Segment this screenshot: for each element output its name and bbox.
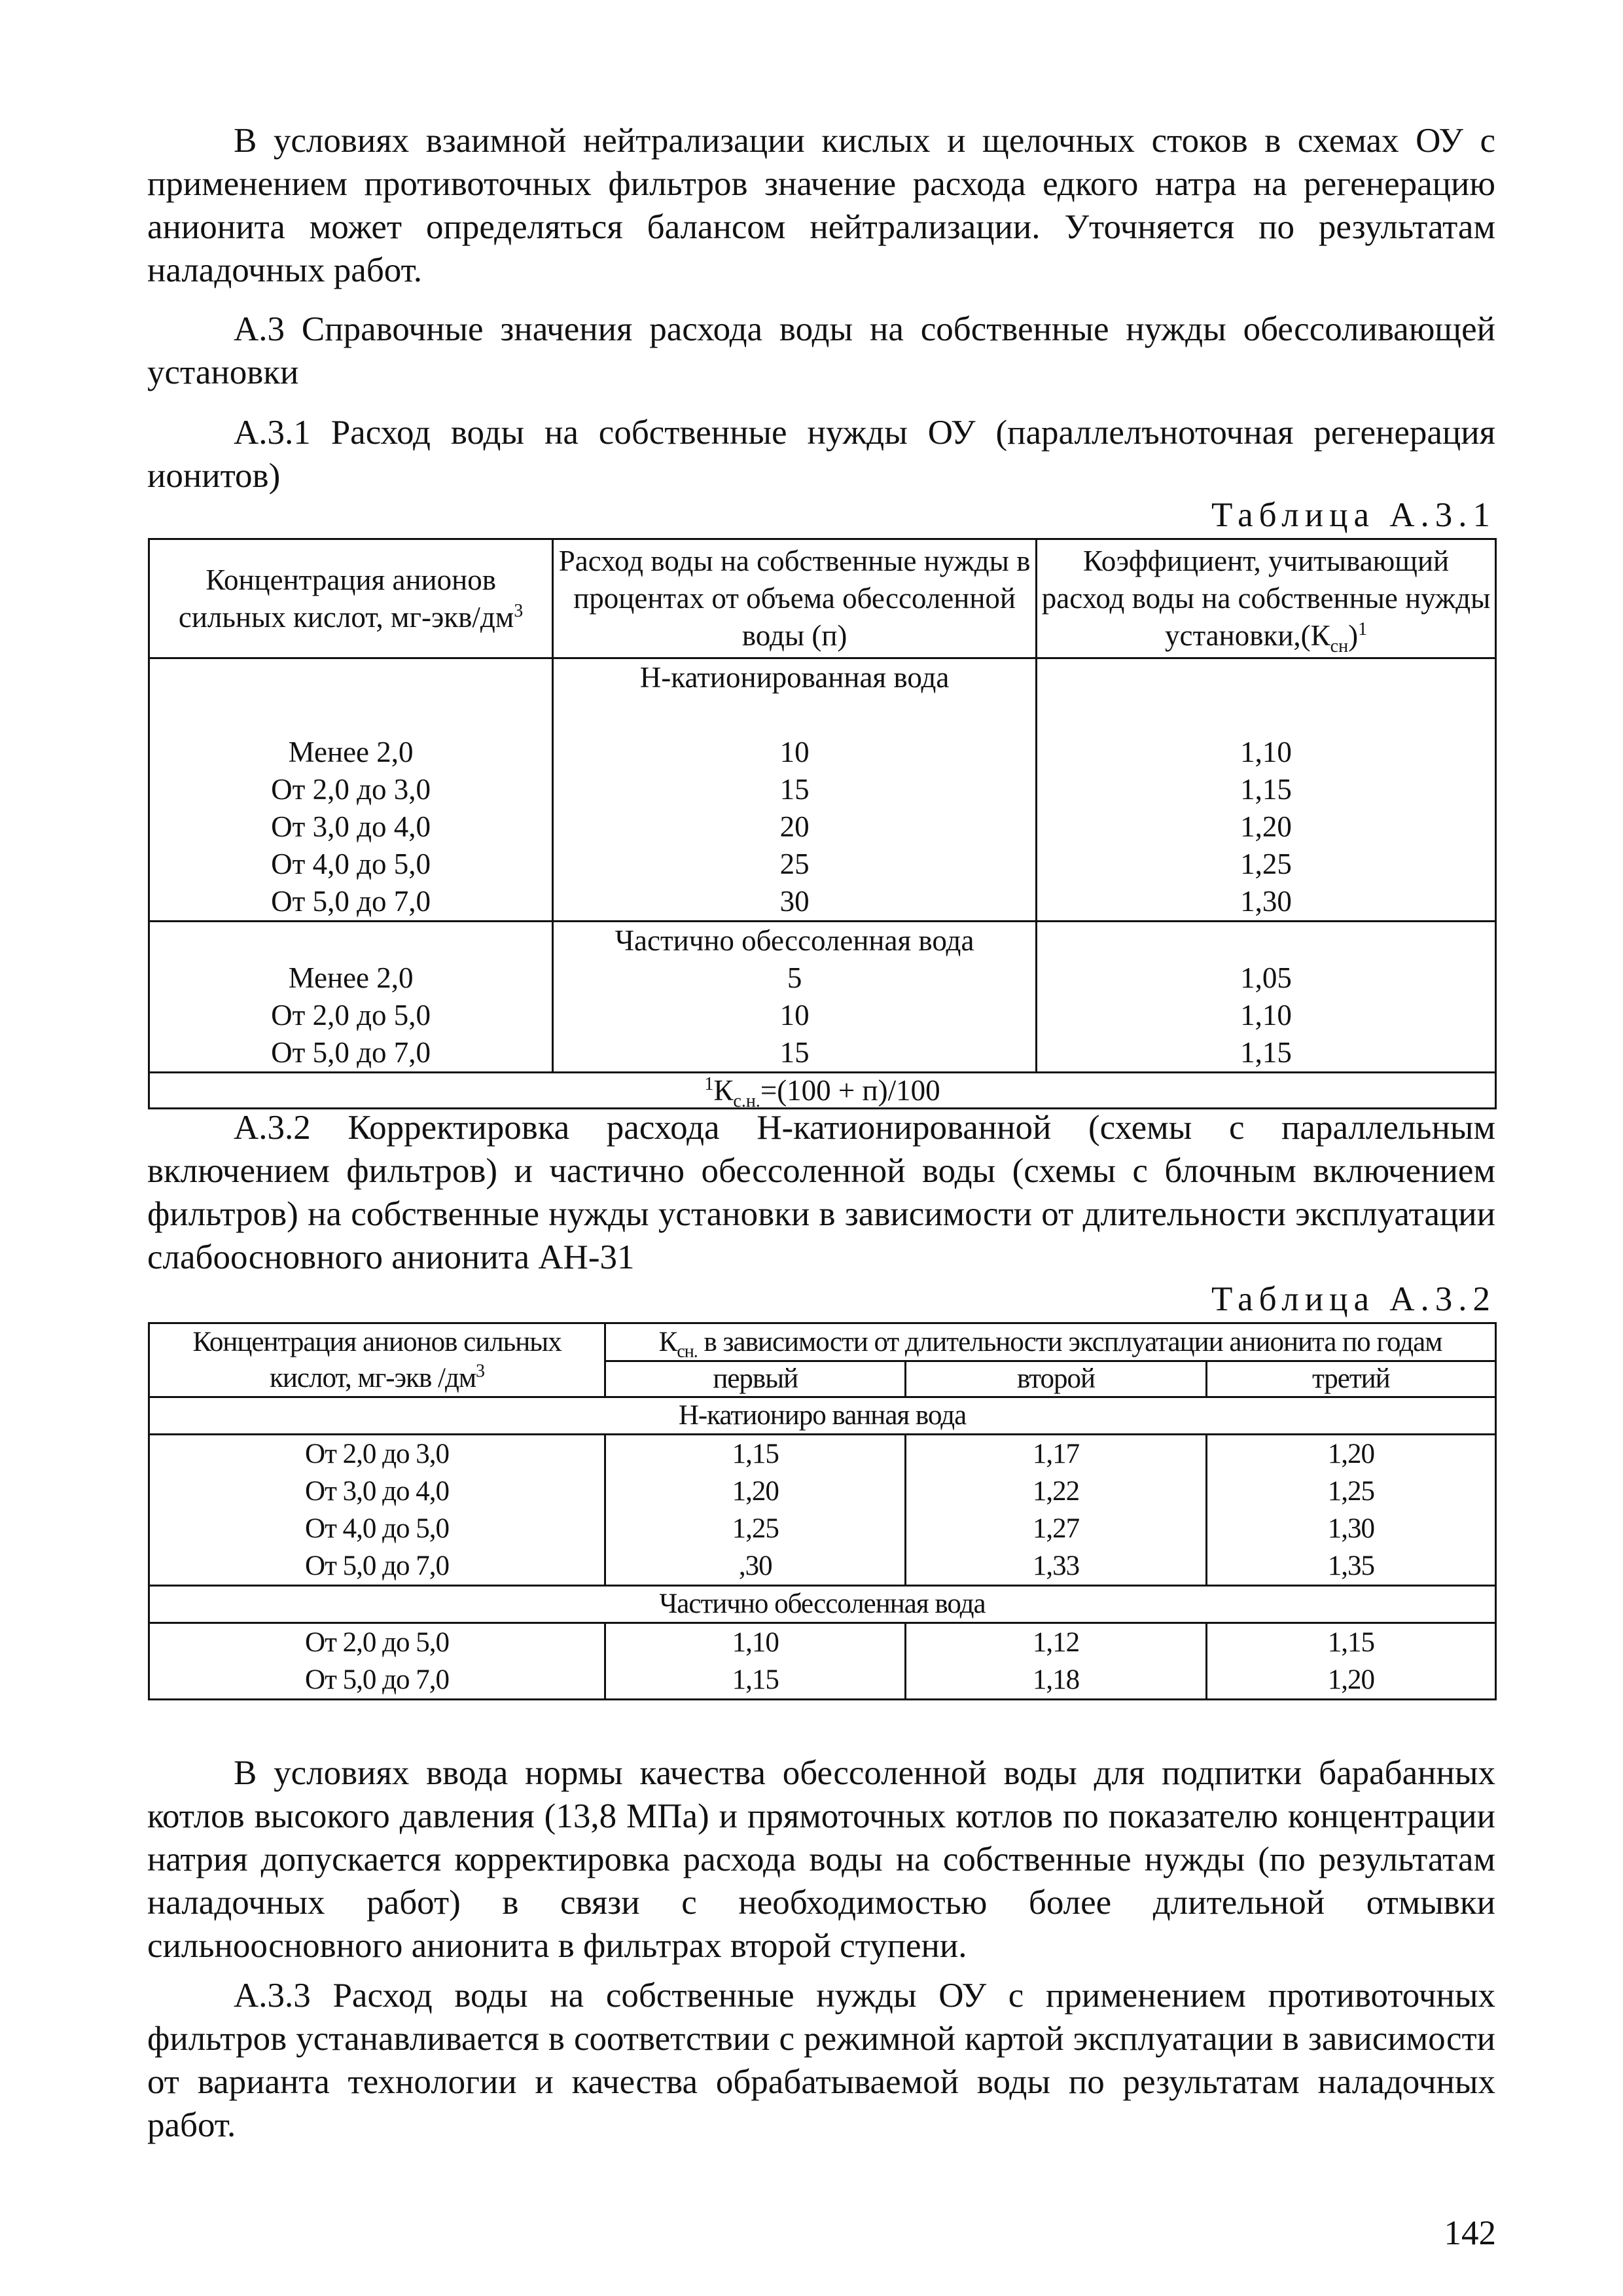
list-item: 1,27 [1032, 1513, 1080, 1544]
list-item: От 2,0 до 3,0 [271, 773, 431, 806]
list-item: 15 [779, 773, 810, 806]
header-coefficient: Коэффициент, учитывающий расход воды на собственные нужды $установки,(К_{сн})^1$ [1037, 539, 1496, 658]
list-item: От 2,0 до 5,0 [305, 1627, 450, 1658]
list-item: 1,15 [1240, 773, 1292, 806]
list-item: 1,15 [1327, 1627, 1374, 1658]
list-item: 1,22 [1032, 1476, 1080, 1507]
coefficient-cell [1037, 658, 1496, 922]
list-item: От 2,0 до 3,0 [305, 1439, 450, 1469]
table-header-row [149, 539, 1496, 658]
list-item: 1,30 [1240, 885, 1292, 918]
list-item: 1,12 [1032, 1627, 1080, 1658]
table-a3-1 [148, 538, 1497, 1109]
year-2-cell [906, 1623, 1206, 1700]
list-item: 1,20 [1327, 1439, 1374, 1469]
list-item: 1,17 [1032, 1439, 1080, 1469]
list-item: 1,15 [732, 1664, 779, 1695]
list-item: Менее 2,0 [288, 736, 414, 768]
list-item: От 3,0 до 4,0 [305, 1476, 450, 1507]
list-item: 10 [779, 736, 810, 768]
header-year-1: первый [605, 1361, 906, 1397]
paragraph-neutralization: В условиях взаимной нейтрализации кислых и щелочных стоков в схемах ОУ с применением противоточных фильтров значение расхода едкого натра на регенерацию анионита может определяться балансом нейтрализации. Уточняется по результатам наладочных работ. [147, 122, 1495, 289]
list-item: 1,20 [1327, 1664, 1374, 1695]
header-year-3: третий [1206, 1361, 1495, 1397]
list-item: 1,25 [1327, 1476, 1374, 1507]
list-item: 5 [787, 961, 802, 994]
year-1-cell [605, 1435, 906, 1586]
list-item: 1,18 [1032, 1664, 1080, 1695]
concentration-cell [149, 1623, 605, 1700]
list-item: От 3,0 до 4,0 [271, 810, 431, 843]
list-item: 1,25 [732, 1513, 779, 1544]
list-item: 1,15 [1240, 1036, 1292, 1069]
list-item: 1,35 [1327, 1551, 1374, 1581]
table-section-title [149, 1397, 1496, 1435]
section-heading-a3-1: А.3.1 Расход воды на собственные нужды ОУ (параллелъноточная регенерация ионитов) [147, 414, 1495, 495]
footnote-formula: $^1К_{с.н.}=(100 + п)/100$ [149, 1073, 1496, 1109]
header-water-percent: Расход воды на собственные нужды в процентах от объема обессоленной воды (п) [553, 539, 1037, 658]
list-item: От 5,0 до 7,0 [305, 1551, 450, 1581]
year-3-cell [1206, 1435, 1495, 1586]
list-item: 1,33 [1032, 1551, 1080, 1581]
subsection-title: Н-катиониро ванная вода [149, 1397, 1496, 1435]
subsection-title: Н-катионированная вода [639, 661, 950, 694]
list-item: 1,20 [1240, 810, 1292, 843]
list-item: 1,20 [732, 1476, 779, 1507]
list-item: 1,10 [1240, 736, 1292, 768]
table-a3-2 [148, 1322, 1497, 1700]
year-2-cell [906, 1435, 1206, 1586]
coefficient-cell [1037, 922, 1496, 1073]
list-item: От 5,0 до 7,0 [305, 1664, 450, 1695]
list-item: 1,15 [732, 1439, 779, 1469]
table-footnote-row [149, 1073, 1496, 1109]
table-section-h-cationized [149, 658, 1496, 922]
table-section-partially-desalted [149, 1623, 1496, 1700]
subsection-title: Частично обессоленная вода [149, 1586, 1496, 1623]
concentration-cell [149, 922, 553, 1073]
list-item: 1,25 [1240, 848, 1292, 880]
section-heading-a3-3: А.3.3 Расход воды на собственные нужды ОУ с применением противоточных фильтров устанавливается в соответствии с режимной картой эксплуатации в зависимости от варианта технологии и качества обрабатываемой воды по результатам наладочных работ. [147, 1977, 1495, 2144]
paragraph-quality-norm: В условиях ввода нормы качества обессоленной воды для подпитки барабанных котлов высокого давления (13,8 МПа) и прямоточных котлов по показателю концентрации натрия допускается корректировка расхода воды на собственные нужды (по результатам наладочных работ) в связи с необходимостью более длительной отмывки сильноосновного анионита в фильтрах второй ступени. [147, 1754, 1495, 1965]
concentration-cell [149, 658, 553, 922]
subscript: сн [1330, 636, 1349, 656]
list-item: 20 [779, 810, 810, 843]
header-concentration: Концентрация анионов сильных кислот, мг-экв $/дм^3$ [149, 1323, 605, 1397]
section-heading-a3: А.3 Справочные значения расхода воды на собственные нужды обессоливающей установки [147, 310, 1495, 391]
concentration-cell [149, 1435, 605, 1586]
list-item: От 4,0 до 5,0 [271, 848, 431, 880]
table-section-partially-desalted [149, 922, 1496, 1073]
list-item: От 2,0 до 5,0 [271, 999, 431, 1031]
list-item: 10 [779, 999, 810, 1031]
table-section-title [149, 1586, 1496, 1623]
year-1-cell [605, 1623, 906, 1700]
percent-cell [553, 658, 1037, 922]
list-item: 1,10 [1240, 999, 1292, 1031]
year-3-cell [1206, 1623, 1495, 1700]
list-item: 25 [779, 848, 810, 880]
superscript: 1 [1358, 619, 1368, 639]
table-a3-1-caption: Таблица А.3.1 [1211, 496, 1496, 534]
header-year-2: второй [906, 1361, 1206, 1397]
subscript: сн. [677, 1341, 698, 1362]
percent-cell [553, 922, 1037, 1073]
page-number: 142 [1444, 2214, 1496, 2252]
table-header-row [149, 1323, 1496, 1361]
list-item: От 4,0 до 5,0 [305, 1513, 450, 1544]
list-item: 1,30 [1327, 1513, 1374, 1544]
header-concentration: Концентрация анионов сильных кислот, $мг-экв/дм^3$ [149, 539, 553, 658]
section-heading-a3-2: А.3.2 Корректировка расхода Н-катионированной (схемы с параллельным включением фильтров) и частично обессоленной воды (схемы с блочным включением фильтров) на собственные нужды установки в зависимости от длительности эксплуатации слабоосновного анионита АН-31 [147, 1109, 1495, 1276]
table-section-h-cationized [149, 1435, 1496, 1586]
list-item: От 5,0 до 7,0 [271, 1036, 431, 1069]
list-item: 15 [779, 1036, 810, 1069]
superscript: 3 [476, 1361, 485, 1382]
list-item: ,30 [738, 1551, 772, 1581]
list-item: От 5,0 до 7,0 [271, 885, 431, 918]
header-kcn-group: $К_{сн.}$ в зависимости от длительности эксплуатации анионита по годам [605, 1323, 1496, 1361]
subsection-title: Частично обессоленная вода [615, 924, 974, 957]
superscript: 3 [514, 600, 524, 621]
list-item: Менее 2,0 [288, 961, 414, 994]
list-item: 30 [779, 885, 810, 918]
list-item: 1,10 [732, 1627, 779, 1658]
table-a3-2-caption: Таблица А.3.2 [1211, 1280, 1496, 1318]
list-item: 1,05 [1240, 961, 1292, 994]
